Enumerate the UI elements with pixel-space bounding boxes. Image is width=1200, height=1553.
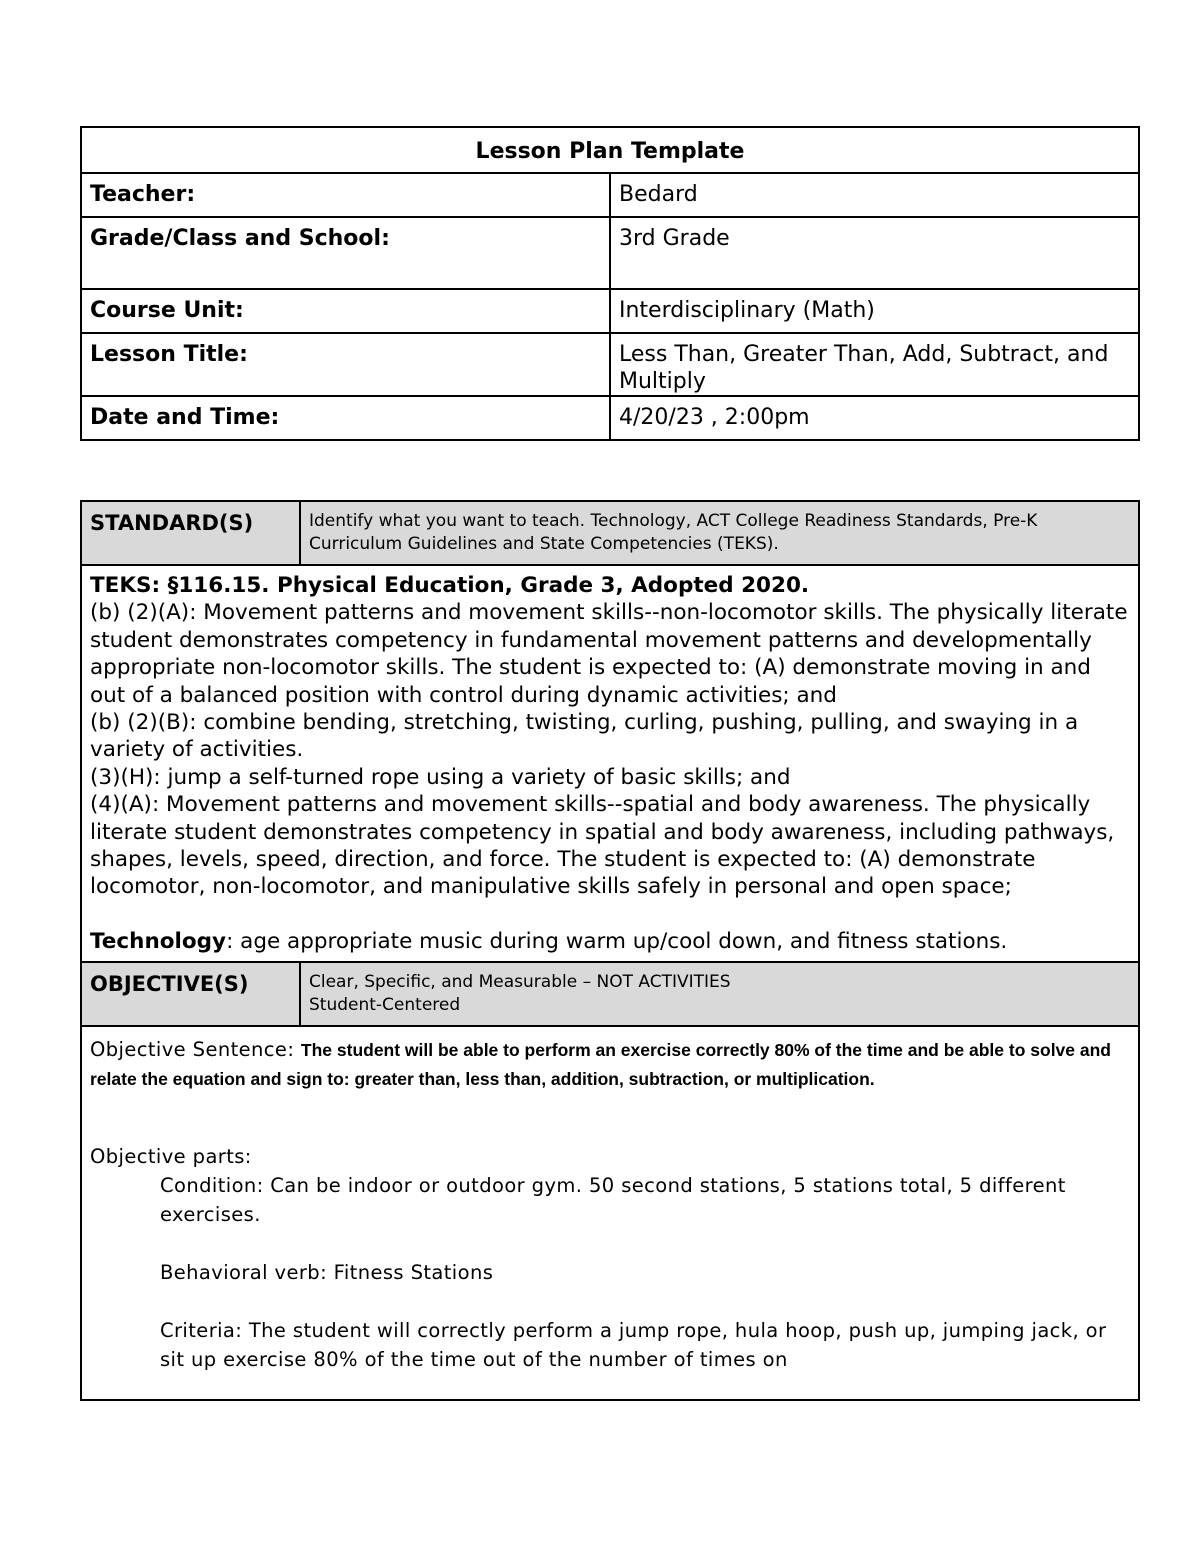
objective-sentence-label: Objective Sentence: (90, 1038, 295, 1062)
course-unit-label: Course Unit: (81, 289, 610, 333)
teks-heading: TEKS: §116.15. Physical Education, Grade 3, Adopted 2020. (90, 573, 810, 598)
date-time-label: Date and Time: (81, 396, 610, 440)
objective-parts-label: Objective parts: (90, 1145, 252, 1169)
standards-label: STANDARD(S) (81, 501, 300, 565)
objective-criteria: Criteria: The student will correctly perform a jump rope, hula hoop, push up, jumping jack, or sit up exercise 80% of the time out of the number of times on (160, 1319, 1107, 1372)
grade-label: Grade/Class and School: (81, 217, 610, 289)
technology-text: : age appropriate music during warm up/cool down, and fitness stations. (226, 928, 1008, 954)
technology-line (90, 928, 1130, 955)
objective-condition: Condition: Can be indoor or outdoor gym. 50 second stations, 5 stations total, 5 different exercises. (160, 1174, 1066, 1227)
teks-line: (b) (2)(B): combine bending, stretching, twisting, curling, pushing, pulling, and swaying in a variety of activities. (90, 710, 1079, 763)
date-time-value: 4/20/23 , 2:00pm (610, 396, 1139, 440)
teks-line: (3)(H): jump a self-turned rope using a variety of basic skills; and (90, 764, 791, 790)
technology-label: Technology (90, 928, 227, 954)
teacher-value: Bedard (610, 173, 1139, 217)
objectives-label: OBJECTIVE(S) (81, 962, 300, 1026)
teks-content (81, 565, 1139, 962)
objective-content (81, 1026, 1139, 1400)
teks-line: (4)(A): Movement patterns and movement skills--spatial and body awareness. The physically literate student demonstrates competency in spatial and body awareness, including pathways, shapes, levels, speed, direction, and force. The student is expected to: (A) demonstrate locomotor, non-locomotor, and manipulative skills safely in personal and open space; (90, 792, 1115, 900)
lesson-title-label: Lesson Title: (81, 333, 610, 396)
objectives-description (300, 962, 1139, 1026)
page-title: Lesson Plan Template (81, 127, 1139, 173)
teacher-label: Teacher: (81, 173, 610, 217)
objectives-description-line: Student-Centered (309, 995, 461, 1016)
standards-description: Identify what you want to teach. Technology, ACT College Readiness Standards, Pre-K Curriculum Guidelines and State Competencies (TEKS). (300, 501, 1139, 565)
teks-line: (b) (2)(A): Movement patterns and movement skills--non-locomotor skills. The physically literate student demonstrates competency in fundamental movement patterns and developmentally appropriate non-locomotor skills. The student is expected to: (A) demonstrate moving in and out of a balanced position with control during dynamic activities; and (90, 600, 1128, 708)
objective-sentence (90, 1035, 1130, 1093)
objective-behavioral-verb: Behavioral verb: Fitness Stations (160, 1261, 494, 1285)
standards-objectives-table (80, 500, 1140, 1401)
objectives-description-line: Clear, Specific, and Measurable – NOT ACTIVITIES (309, 972, 731, 993)
course-unit-value: Interdisciplinary (Math) (610, 289, 1139, 333)
objective-sentence-text: The student will be able to perform an exercise correctly 80% of the time and be able to solve and relate the equation and sign to: greater than, less than, addition, subtraction, or multiplication. (90, 1040, 1111, 1090)
lesson-title-value: Less Than, Greater Than, Add, Subtract, and Multiply (610, 333, 1139, 396)
grade-value: 3rd Grade (610, 217, 1139, 289)
lesson-info-table (80, 126, 1140, 441)
